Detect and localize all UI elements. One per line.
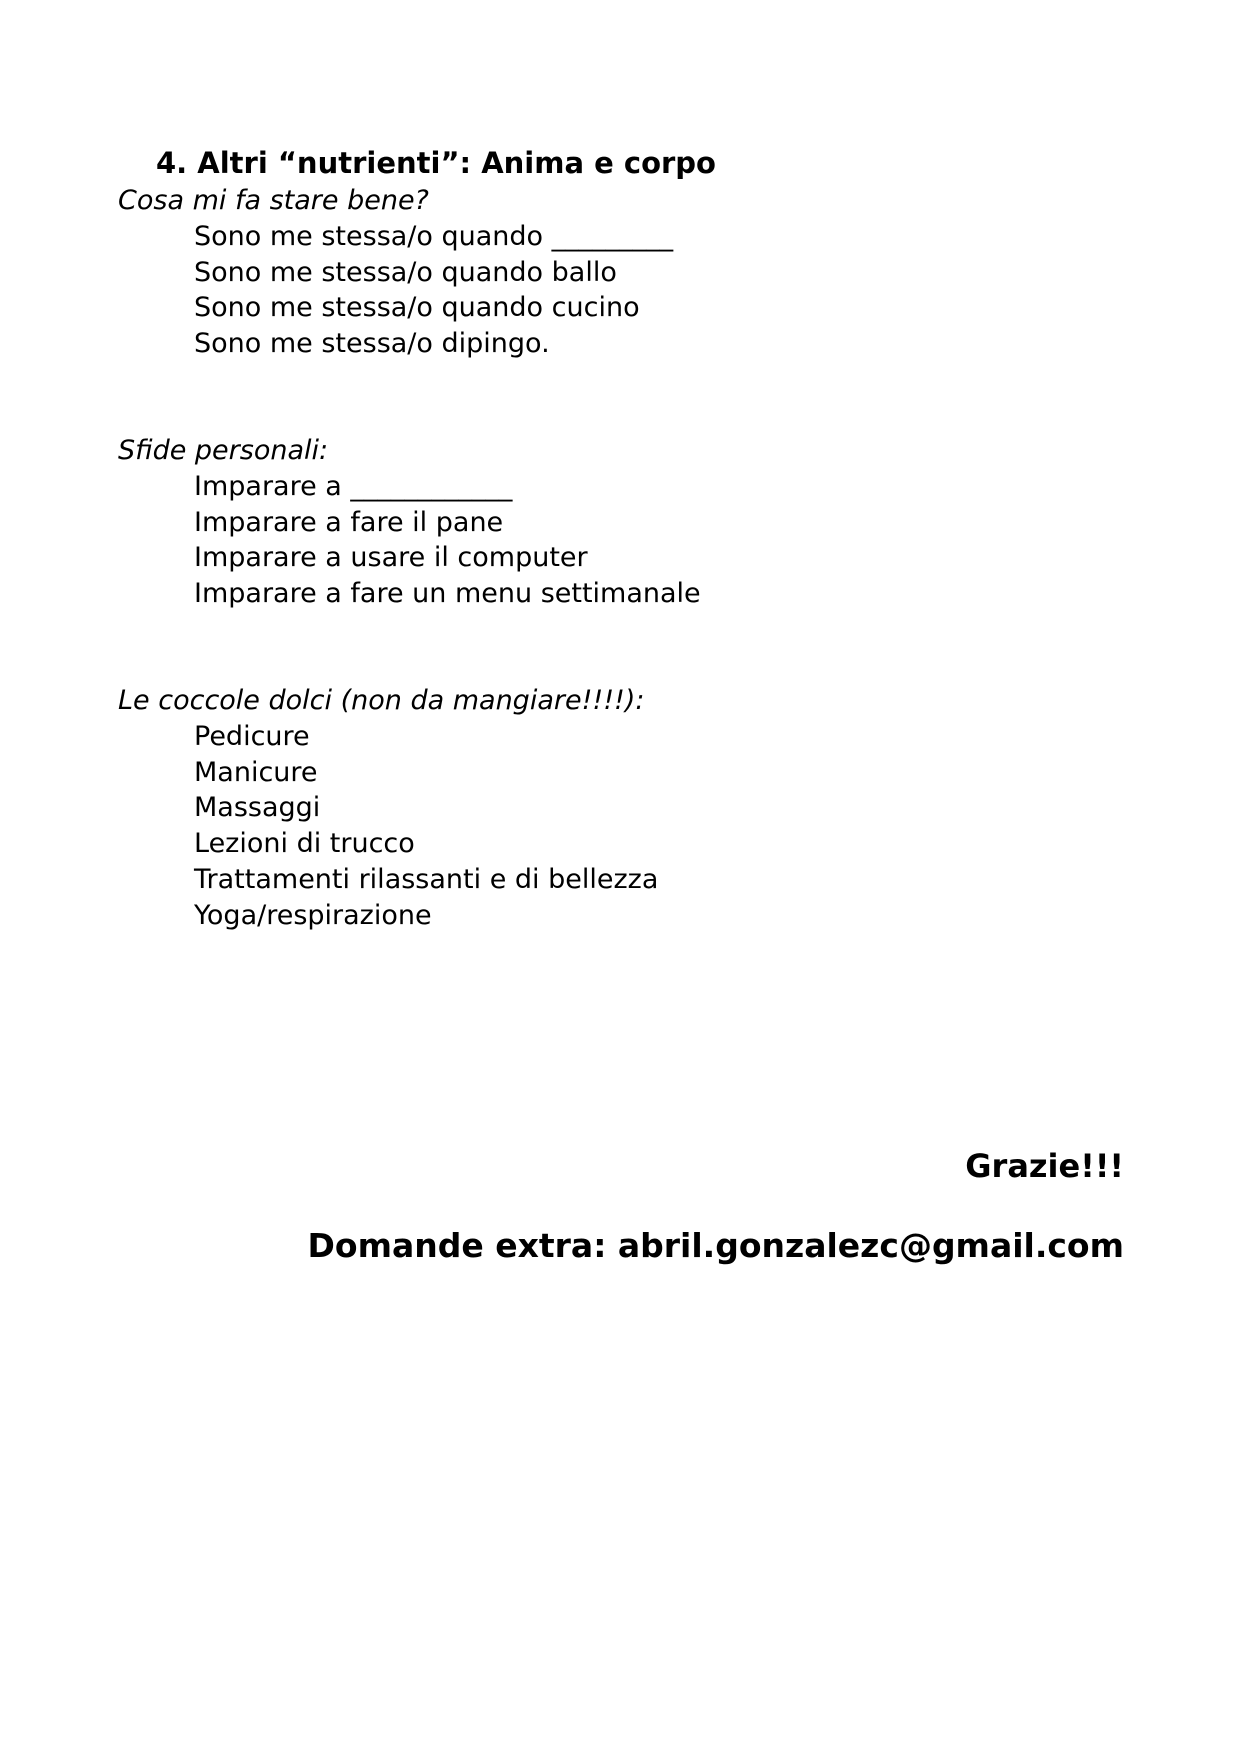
list-item: Trattamenti rilassanti e di bellezza bbox=[194, 863, 659, 895]
list-item: Imparare a fare un menu settimanale bbox=[194, 578, 701, 610]
challenges-list bbox=[194, 469, 701, 612]
list-item: Imparare a fare il pane bbox=[194, 506, 504, 538]
contact-line: Domande extra: abril.gonzalezc@gmail.com bbox=[307, 1226, 1124, 1265]
list-item: Imparare a usare il computer bbox=[194, 542, 588, 574]
section-label-wellbeing: Cosa mi fa stare bene? bbox=[118, 185, 429, 216]
list-item: Sono me stessa/o dipingo. bbox=[194, 328, 550, 360]
list-item: Sono me stessa/o quando cucino bbox=[194, 292, 640, 324]
list-item: Lezioni di trucco bbox=[194, 828, 415, 860]
list-item: Massaggi bbox=[194, 792, 321, 824]
section-label-pampering: Le coccole dolci (non da mangiare!!!!): bbox=[118, 685, 645, 716]
wellbeing-list bbox=[194, 219, 673, 362]
list-item: Manicure bbox=[194, 756, 318, 788]
list-item: Pedicure bbox=[194, 721, 310, 752]
list-item: Sono me stessa/o quando ballo bbox=[194, 256, 617, 288]
list-item: Imparare a ____________ bbox=[194, 471, 513, 502]
pampering-list bbox=[194, 719, 658, 933]
section-heading: 4. Altri “nutrienti”: Anima e corpo bbox=[156, 146, 716, 180]
thanks-text: Grazie!!! bbox=[965, 1147, 1124, 1185]
list-item: Yoga/respirazione bbox=[194, 899, 432, 931]
list-item: Sono me stessa/o quando _________ bbox=[194, 221, 674, 252]
section-label-challenges: Sfide personali: bbox=[118, 435, 329, 466]
